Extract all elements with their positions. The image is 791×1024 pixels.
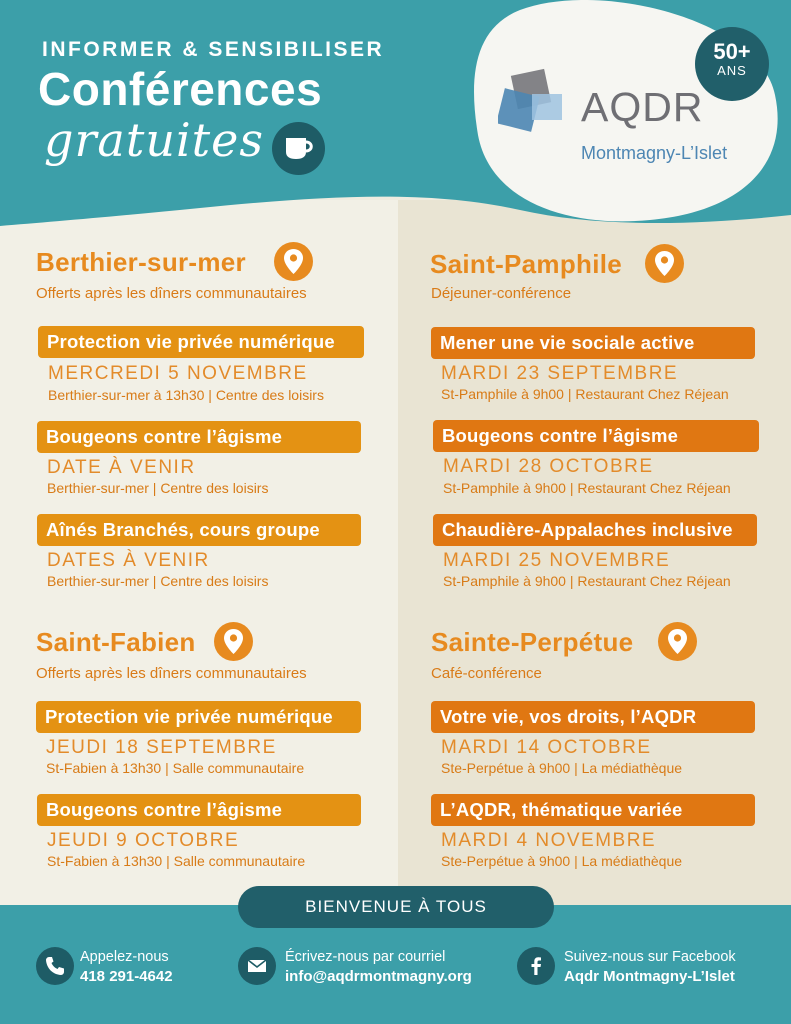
email-link[interactable]: info@aqdrmontmagny.org [285,968,472,985]
event-date: DATES À VENIR [47,550,210,571]
location-subtitle: Offerts après les dîners communautaires [36,285,307,302]
event-date: MARDI 25 NOVEMBRE [443,550,671,571]
location-pin-icon [645,244,684,283]
event-date: DATE À VENIR [47,457,196,478]
event-place: Ste-Perpétue à 9h00 | La médiathèque [441,760,683,776]
phone-icon[interactable] [36,947,74,985]
age-badge [695,27,769,101]
age-badge-unit: ANS [717,63,747,78]
location-subtitle: Café-conférence [431,665,542,682]
event-title: Bougeons contre l’âgisme [37,794,361,826]
welcome-banner: BIENVENUE À TOUS [238,886,554,928]
contact-label: Écrivez-nous par courriel [285,949,446,965]
age-badge-number: 50+ [713,39,751,64]
event-place: Berthier-sur-mer | Centre des loisirs [47,573,269,589]
event-place: Ste-Perpétue à 9h00 | La médiathèque [441,853,683,869]
location-pin-icon [658,622,697,661]
event-title: Protection vie privée numérique [38,326,364,358]
event-date: MERCREDI 5 NOVEMBRE [48,363,308,384]
contact-label: Suivez-nous sur Facebook [564,949,736,965]
location-subtitle: Offerts après les dîners communautaires [36,665,307,682]
location-subtitle: Déjeuner-conférence [431,285,572,302]
event-title: Bougeons contre l’âgisme [433,420,759,452]
header-kicker: INFORMER & SENSIBILISER [42,38,385,61]
location-title: Sainte-Perpétue [431,627,634,657]
event-place: St-Pamphile à 9h00 | Restaurant Chez Réjean [443,573,731,589]
logo-name: AQDR [581,84,704,130]
event-place: St-Fabien à 13h30 | Salle communautaire [46,760,305,776]
page-subtitle: gratuites [44,113,264,167]
event-title: Votre vie, vos droits, l’AQDR [431,701,755,733]
location-title: Saint-Pamphile [430,249,623,279]
event-title: Chaudière-Appalaches inclusive [433,514,757,546]
event-date: MARDI 28 OCTOBRE [443,456,654,477]
event-title: L’AQDR, thématique variée [431,794,755,826]
contact-label: Appelez-nous [80,949,169,965]
aqdr-logo-icon [498,68,566,138]
event-date: JEUDI 9 OCTOBRE [47,830,240,851]
logo-region: Montmagny-L’Islet [581,143,728,163]
location-pin-icon [214,622,253,661]
event-title: Protection vie privée numérique [36,701,361,733]
location-pin-icon [274,242,313,281]
facebook-page-link[interactable]: Aqdr Montmagny-L’Islet [564,968,735,985]
event-place: St-Fabien à 13h30 | Salle communautaire [47,853,306,869]
location-title: Berthier-sur-mer [36,247,246,277]
event-title: Bougeons contre l’âgisme [37,421,361,453]
event-title: Mener une vie sociale active [431,327,755,359]
envelope-icon[interactable] [238,947,276,985]
facebook-icon[interactable] [517,947,555,985]
event-date: MARDI 4 NOVEMBRE [441,830,657,851]
event-date: JEUDI 18 SEPTEMBRE [46,737,277,758]
event-place: Berthier-sur-mer à 13h30 | Centre des loisirs [48,387,324,403]
phone-number[interactable]: 418 291-4642 [80,968,173,985]
page-title: Conférences [38,63,323,115]
event-title: Aînés Branchés, cours groupe [37,514,361,546]
event-date: MARDI 23 SEPTEMBRE [441,363,679,384]
event-place: St-Pamphile à 9h00 | Restaurant Chez Réjean [443,480,731,496]
event-date: MARDI 14 OCTOBRE [441,737,652,758]
location-title: Saint-Fabien [36,627,196,657]
event-place: St-Pamphile à 9h00 | Restaurant Chez Réjean [441,386,729,402]
event-place: Berthier-sur-mer | Centre des loisirs [47,480,269,496]
